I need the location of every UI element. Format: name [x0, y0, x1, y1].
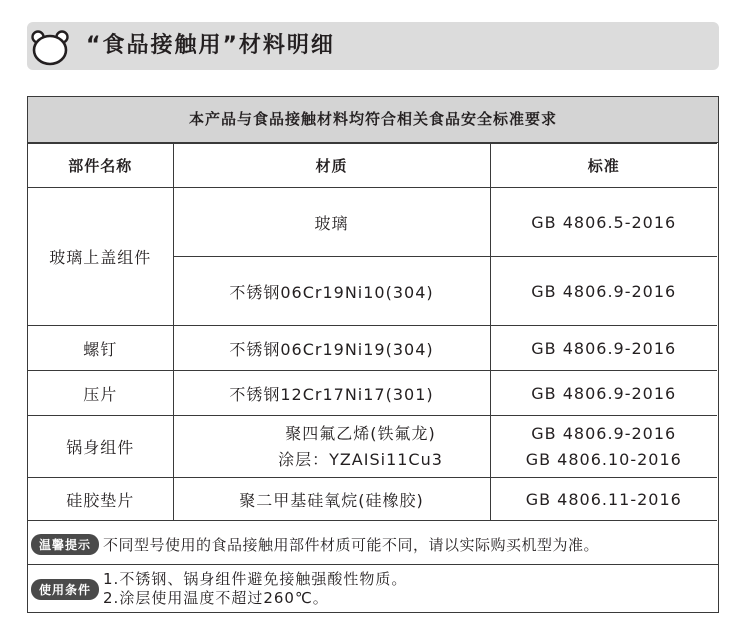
material-cell: 不锈钢12Cr17Ni17(301) [173, 371, 490, 416]
table-row [28, 478, 717, 521]
conditions-row [28, 567, 718, 611]
standard-cell: GB 4806.9-2016 [490, 326, 717, 371]
conditions-list [103, 570, 407, 608]
tip-badge: 温馨提示 [31, 534, 99, 555]
material-cell: 不锈钢06Cr19Ni10(304) [173, 257, 490, 326]
column-header-standard: 标准 [490, 144, 717, 188]
column-header-part: 部件名称 [28, 144, 173, 188]
material-cell: 聚二甲基硅氧烷(硅橡胶) [173, 478, 490, 521]
standard-cell [490, 416, 717, 478]
compliance-banner: 本产品与食品接触材料均符合相关食品安全标准要求 [28, 97, 718, 143]
tip-text: 不同型号使用的食品接触用部件材质可能不同，请以实际购买机型为准。 [103, 535, 600, 554]
part-name-cell: 硅胶垫片 [28, 478, 173, 521]
materials-card [27, 96, 719, 613]
standard-cell: GB 4806.11-2016 [490, 478, 717, 521]
conditions-badge: 使用条件 [31, 579, 99, 600]
table-header-row [28, 144, 717, 188]
standard-cell: GB 4806.9-2016 [490, 257, 717, 326]
table-row [28, 326, 717, 371]
standard-line: GB 4806.10-2016 [525, 449, 682, 469]
part-name-cell: 玻璃上盖组件 [28, 188, 173, 326]
condition-line: 2.涂层使用温度不超过260℃。 [103, 589, 329, 607]
standard-cell: GB 4806.9-2016 [490, 371, 717, 416]
part-name-cell: 压片 [28, 371, 173, 416]
tip-row [28, 524, 718, 565]
standard-cell: GB 4806.5-2016 [490, 188, 717, 257]
material-line: 涂层：YZAISi11Cu3 [278, 449, 443, 469]
material-line: 聚四氟乙烯(铁氟龙) [285, 423, 436, 443]
standard-line: GB 4806.9-2016 [531, 423, 677, 443]
part-name-cell: 螺钉 [28, 326, 173, 371]
material-cell: 不锈钢06Cr19Ni19(304) [173, 326, 490, 371]
table-row [28, 188, 717, 257]
materials-table [28, 143, 717, 521]
material-cell: 玻璃 [173, 188, 490, 257]
bear-face-icon [31, 29, 69, 66]
section-title: “食品接触用”材料明细 [86, 33, 335, 58]
material-cell [173, 416, 490, 478]
table-row [28, 371, 717, 416]
table-row [28, 416, 717, 478]
part-name-cell: 锅身组件 [28, 416, 173, 478]
column-header-material: 材质 [173, 144, 490, 188]
condition-line: 1.不锈钢、锅身组件避免接触强酸性物质。 [103, 570, 408, 588]
